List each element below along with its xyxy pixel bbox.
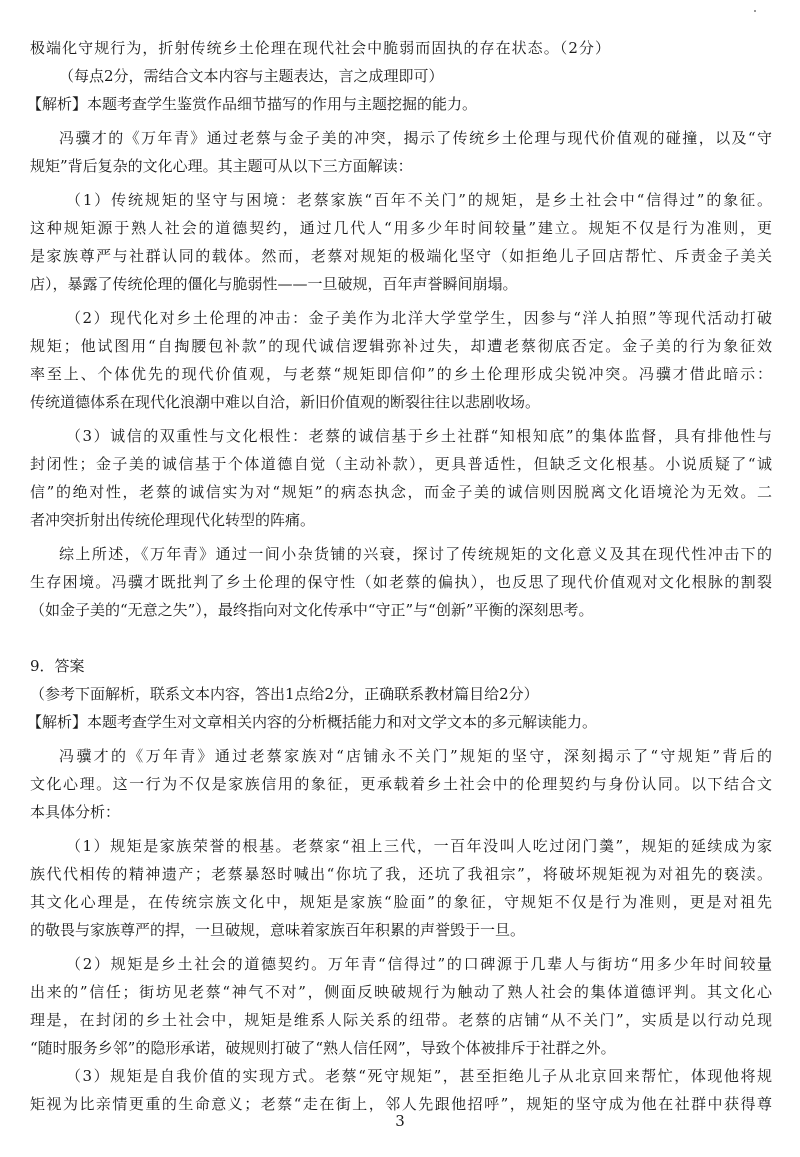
text-line: 率至上、个体优先的现代价值观，与老蔡“规矩即信仰”的乡土伦理形成尖锐冲突。冯骥才借此暗示： [30, 365, 772, 383]
text-line: 的敬畏与家族尊严的捍，一旦破规，意味着家族百年积累的声誉毁于一旦。 [30, 921, 526, 939]
text-line: 冯骥才的《万年青》通过老蔡家族对“店铺永不关门”规矩的坚守，深刻揭示了“守规矩”背后的 [59, 747, 772, 765]
text-line: （如金子美的“无意之失”），最终指向对文化传承中“守正”与“创新”平衡的深刻思考。 [30, 601, 594, 619]
text-line: 传统道德体系在现代化浪潮中难以自洽，新旧价值观的断裂往往以悲剧收场。 [30, 393, 541, 411]
text-line: （1）规矩是家族荣誉的根基。老蔡家“祖上三代，一百年没叫人吃过闭门羹”，规矩的延续成为家 [66, 837, 772, 855]
text-line: 文化心理。这一行为不仅是家族信用的象征，更承载着乡土社会中的伦理契约与身份认同。以下结合文 [30, 775, 772, 793]
text-line: 其文化心理是，在传统宗族文化中，规矩是家族“脸面”的象征，守规矩不仅是行为准则，更是对祖先 [30, 893, 772, 911]
question-number-heading: 9．答案 [30, 657, 85, 675]
text-line: 综上所述，《万年青》通过一间小杂货铺的兴衰，探讨了传统规矩的文化意义及其在现代性冲击下的 [59, 545, 772, 563]
text-line: （3）诚信的双重性与文化根性：老蔡的诚信基于乡土社群“知根知底”的集体监督，具有排他性与 [66, 427, 772, 445]
text-line: 出来的”信任；街坊见老蔡“神气不对”，侧面反映破规行为触动了熟人社会的集体道德评判。其文化心 [30, 983, 772, 1001]
text-line: 极端化守规行为，折射传统乡土伦理在现代社会中脆弱而固执的存在状态。（2分） [30, 39, 610, 57]
text-line: （2）规矩是乡土社会的道德契约。万年青“信得过”的口碑源于几辈人与街坊“用多少年时间较量 [66, 955, 772, 973]
text-line: （2）现代化对乡土伦理的冲击：金子美作为北洋大学堂学生，因参与“洋人拍照”等现代活动打破 [66, 309, 772, 327]
text-line: 者冲突折射出传统伦理现代化转型的阵痛。 [30, 511, 316, 529]
scan-speck [754, 10, 756, 12]
page-number: 3 [395, 1112, 405, 1130]
text-line: 族代代相传的精神遗产；老蔡暴怒时喊出“你坑了我，还坑了我祖宗”，将破坏规矩视为对祖先的亵渎。 [30, 865, 772, 883]
text-line: （每点2分，需结合文本内容与主题表达，言之成理即可） [59, 67, 444, 85]
text-line: 理是，在封闭的乡土社会中，规矩是维系人际关系的纽带。老蔡的店铺“从不关门”，实质是以行动兑现 [30, 1011, 772, 1029]
text-line: （3）规矩是自我价值的实现方式。老蔡“死守规矩”，甚至拒绝儿子从北京回来帮忙，体现他将规 [66, 1067, 772, 1085]
text-line: “随时服务乡邻”的隐形承诺，破规则打破了“熟人信任网”，导致个体被排斥于社群之外。 [30, 1039, 616, 1057]
text-line: 封闭性；金子美的诚信基于个体道德自觉（主动补款），更具普适性，但缺乏文化根基。小说质疑了“诚 [30, 455, 772, 473]
text-line: 这种规矩源于熟人社会的道德契约，通过几代人“用多少年时间较量”建立。规矩不仅是行为准则，更 [30, 219, 772, 237]
scoring-note-line: （参考下面解析，联系文本内容，答出1点给2分，正确联系教材篇目给2分） [30, 685, 539, 703]
text-line: 生存困境。冯骥才既批判了乡土伦理的保守性（如老蔡的偏执），也反思了现代价值观对文化根脉的割裂 [30, 573, 772, 591]
text-line: 冯骥才的《万年青》通过老蔡与金子美的冲突，揭示了传统乡土伦理与现代价值观的碰撞，以及“守 [59, 129, 772, 147]
text-line: 信”的绝对性，老蔡的诚信实为对“规矩”的病态执念，而金子美的诚信则因脱离文化语境沦为无效。二 [30, 483, 772, 501]
text-line: 本具体分析： [30, 803, 121, 821]
text-line: 规矩”背后复杂的文化心理。其主题可从以下三方面解读： [30, 157, 413, 175]
text-line: 是家族尊严与社群认同的载体。然而，老蔡对规矩的极端化坚守（如拒绝儿子回店帮忙、斥责金子美关 [30, 247, 772, 265]
analysis-heading-line: 【解析】本题考查学生鉴赏作品细节描写的作用与主题挖掘的能力。 [27, 95, 478, 113]
text-line: 规矩；他试图用“自掏腰包补款”的现代诚信逻辑弥补过失，却遭老蔡彻底否定。金子美的行为象征效 [30, 337, 772, 355]
text-line: 店），暴露了传统伦理的僵化与脆弱性——一旦破规，百年声誉瞬间崩塌。 [30, 275, 518, 293]
analysis-heading-line: 【解析】本题考查学生对文章相关内容的分析概括能力和对文学文本的多元解读能力。 [27, 713, 598, 731]
text-line: （1）传统规矩的坚守与困境：老蔡家族“百年不关门”的规矩，是乡土社会中“信得过”的象征。 [66, 191, 772, 209]
text-line: 矩视为比亲情更重的生命意义；老蔡“走在街上，邻人先跟他招呼”，规矩的坚守成为他在社群中获得尊 [30, 1095, 772, 1113]
